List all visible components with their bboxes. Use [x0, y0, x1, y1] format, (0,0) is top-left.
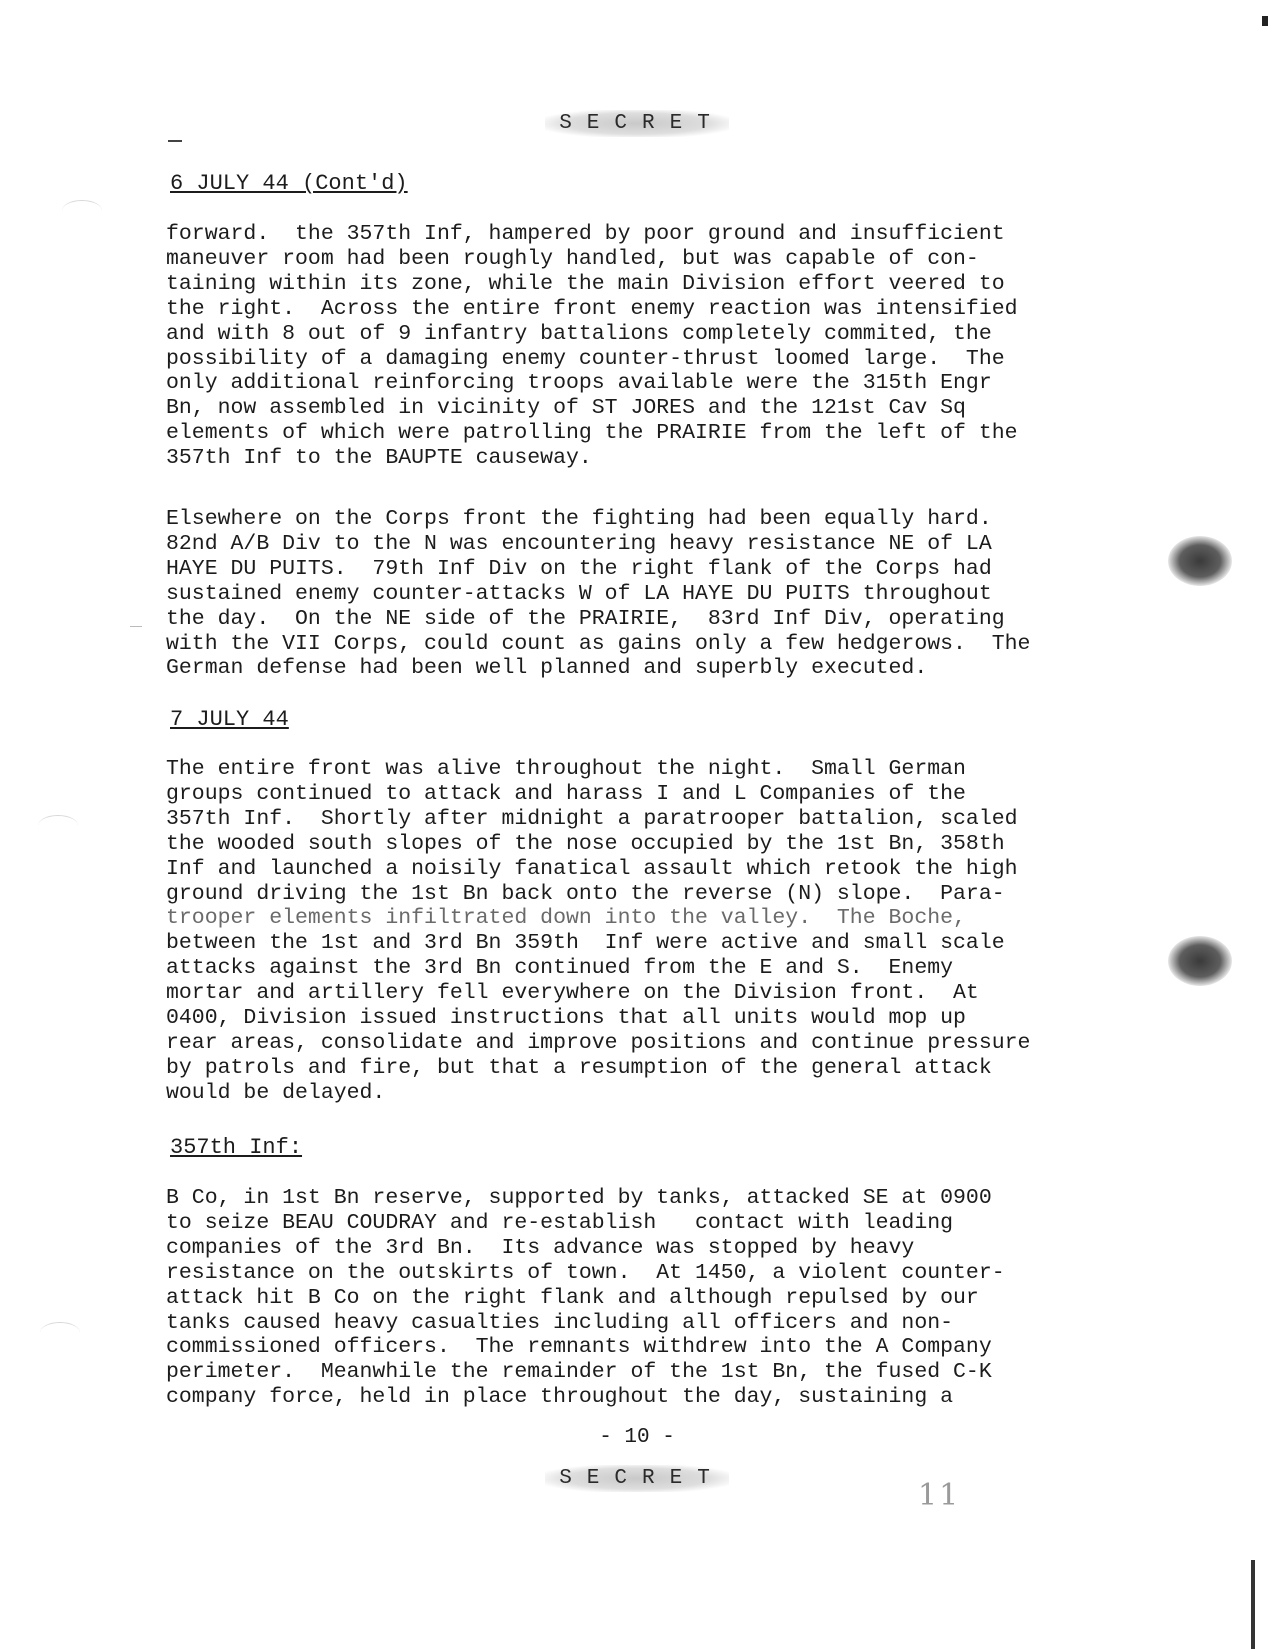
text-line: trooper elements infiltrated down into the valley. The Boche,	[166, 906, 966, 931]
text-line: sustained enemy counter-attacks W of LA HAYE DU PUITS throughout	[166, 581, 992, 606]
handwritten-page-mark: 11	[918, 1478, 961, 1513]
text-line: resistance on the outskirts of town. At 1450, a violent counter-	[166, 1260, 1005, 1285]
page-number: - 10 -	[599, 1426, 675, 1449]
text-line: ground driving the 1st Bn back onto the reverse (N) slope. Para-	[166, 881, 1005, 906]
text-line: commissioned officers. The remnants withdrew into the A Company	[166, 1335, 992, 1360]
text-line: HAYE DU PUITS. 79th Inf Div on the right flank of the Corps had	[166, 556, 992, 581]
paragraph-6-july-1	[166, 222, 1166, 471]
text-line: the day. On the NE side of the PRAIRIE, 83rd Inf Div, operating	[166, 606, 1005, 631]
text-line: German defense had been well planned and superbly executed.	[166, 656, 928, 681]
ink-smudge-lower	[1168, 936, 1232, 986]
text-line: companies of the 3rd Bn. Its advance was stopped by heavy	[166, 1235, 915, 1260]
section-heading-6-july: 6 JULY 44 (Cont'd)	[170, 171, 408, 196]
right-edge-bar	[1251, 1560, 1255, 1649]
text-line: the wooded south slopes of the nose occupied by the 1st Bn, 358th	[166, 831, 1005, 856]
text-line: and with 8 out of 9 infantry battalions completely commited, the	[166, 321, 992, 346]
paragraph-6-july-2	[166, 507, 1166, 681]
paragraph-7-july-1	[166, 757, 1166, 1106]
text-line: the right. Across the entire front enemy reaction was intensified	[166, 296, 1018, 321]
text-line: Elsewhere on the Corps front the fighting had been equally hard.	[166, 507, 992, 531]
text-line: attacks against the 3rd Bn continued from the E and S. Enemy	[166, 956, 954, 981]
text-line: perimeter. Meanwhile the remainder of the 1st Bn, the fused C-K	[166, 1360, 992, 1385]
text-line: would be delayed.	[166, 1080, 386, 1105]
text-line: only additional reinforcing troops available were the 315th Engr	[166, 371, 992, 396]
classification-label-bottom: SECRET	[545, 1465, 729, 1492]
text-line: rear areas, consolidate and improve positions and continue pressure	[166, 1030, 1031, 1055]
text-line: attack hit B Co on the right flank and although repulsed by our	[166, 1285, 979, 1310]
text-line: groups continued to attack and harass I and L Companies of the	[166, 781, 966, 806]
text-line: maneuver room had been roughly handled, but was capable of con-	[166, 246, 979, 271]
text-line: to seize BEAU COUDRAY and re-establish contact with leading	[166, 1210, 954, 1235]
text-line: elements of which were patrolling the PRAIRIE from the left of the	[166, 421, 1018, 446]
stray-dash-mark	[168, 140, 182, 142]
text-line: The entire front was alive throughout the night. Small German	[166, 757, 966, 781]
text-line: possibility of a damaging enemy counter-thrust loomed large. The	[166, 346, 1005, 371]
classification-stamp-bottom	[0, 1465, 1274, 1492]
text-line: 357th Inf to the BAUPTE causeway.	[166, 446, 592, 471]
paragraph-357th-inf-1	[166, 1186, 1166, 1410]
text-line: with the VII Corps, could count as gains only a few hedgerows. The	[166, 631, 1031, 656]
scan-artifact-arc	[38, 815, 78, 836]
section-heading-7-july: 7 JULY 44	[170, 707, 289, 732]
text-line: Bn, now assembled in vicinity of ST JORES and the 121st Cav Sq	[166, 396, 966, 421]
text-line: B Co, in 1st Bn reserve, supported by tanks, attacked SE at 0900	[166, 1186, 992, 1210]
text-line: 357th Inf. Shortly after midnight a paratrooper battalion, scaled	[166, 806, 1018, 831]
section-heading-357th-inf: 357th Inf:	[170, 1135, 303, 1160]
text-line: 82nd A/B Div to the N was encountering heavy resistance NE of LA	[166, 531, 992, 556]
text-line: taining within its zone, while the main Division effort veered to	[166, 271, 1005, 296]
text-line: by patrols and fire, but that a resumption of the general attack	[166, 1055, 992, 1080]
text-line: 0400, Division issued instructions that all units would mop up	[166, 1006, 966, 1031]
text-line: tanks caused heavy casualties including all officers and non-	[166, 1310, 954, 1335]
text-line: Inf and launched a noisily fanatical assault which retook the high	[166, 856, 1018, 881]
text-line: forward. the 357th Inf, hampered by poor ground and insufficient	[166, 222, 1005, 246]
text-line: between the 1st and 3rd Bn 359th Inf were active and small scale	[166, 931, 1005, 956]
scan-artifact-arc	[40, 1322, 80, 1343]
ink-smudge-upper	[1168, 536, 1232, 586]
text-line: mortar and artillery fell everywhere on the Division front. At	[166, 981, 979, 1006]
classification-label-top: SECRET	[545, 110, 729, 137]
stray-tick-mark	[130, 626, 142, 627]
corner-mark	[1262, 16, 1268, 26]
classification-stamp-top	[0, 110, 1274, 137]
text-line: company force, held in place throughout the day, sustaining a	[166, 1385, 954, 1410]
scan-artifact-arc	[62, 200, 102, 221]
